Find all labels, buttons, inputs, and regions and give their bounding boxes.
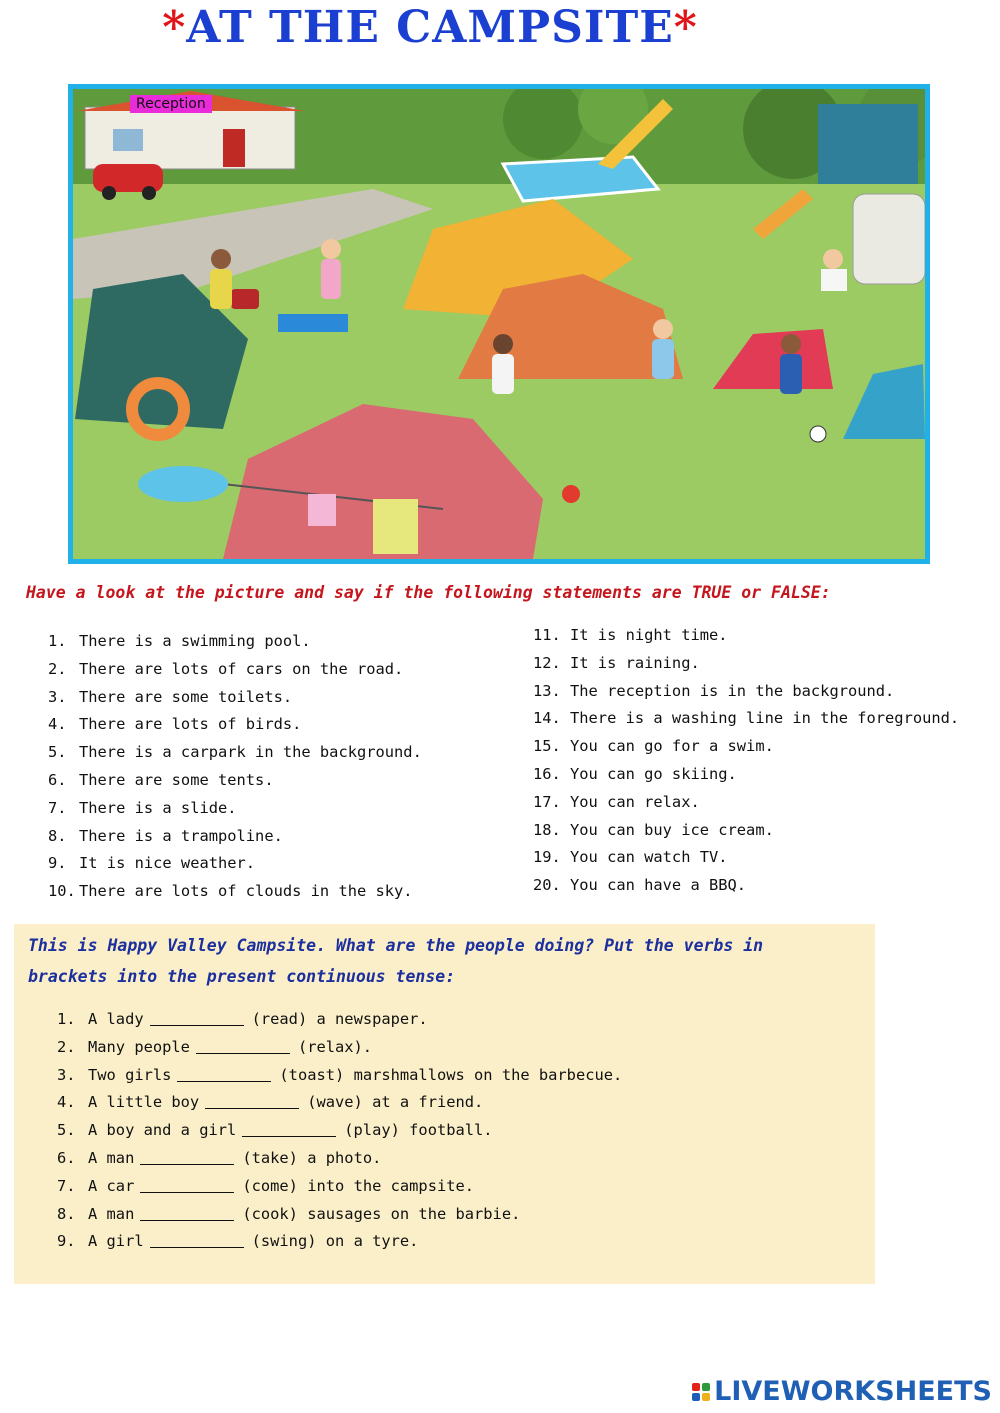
item-number: 8. xyxy=(57,1204,76,1223)
fill-item xyxy=(57,1089,622,1117)
toilet-block xyxy=(818,104,918,184)
statement-item xyxy=(533,733,959,761)
reception-door xyxy=(223,129,245,167)
statement-item xyxy=(48,684,422,712)
item-rest: a newspaper. xyxy=(316,1010,428,1028)
ball xyxy=(562,485,580,503)
item-subject: A girl xyxy=(88,1232,144,1251)
item-number: 1. xyxy=(57,1010,76,1028)
item-subject: A boy and a girl xyxy=(88,1121,237,1140)
item-verb: (cook) xyxy=(242,1204,298,1223)
campsite-illustration xyxy=(68,84,930,564)
shirt xyxy=(308,494,336,526)
car-wheel xyxy=(142,186,156,200)
item-subject: Two girls xyxy=(88,1065,172,1084)
exercise1-instruction: Have a look at the picture and say if the following statements are TRUE or FALSE: xyxy=(26,583,831,602)
statement-text: There is a trampoline. xyxy=(79,826,283,845)
answer-blank[interactable] xyxy=(140,1206,234,1221)
statement-number: 14. xyxy=(533,709,561,728)
statement-item xyxy=(533,789,959,817)
statement-number: 1. xyxy=(48,632,67,650)
statement-number: 10. xyxy=(48,882,76,901)
fill-item xyxy=(57,1117,622,1145)
item-number: 2. xyxy=(57,1037,76,1056)
item-number: 6. xyxy=(57,1148,76,1167)
item-rest: at a friend. xyxy=(372,1093,484,1112)
item-verb: (relax). xyxy=(297,1037,373,1056)
item-number: 9. xyxy=(57,1232,76,1251)
statement-number: 3. xyxy=(48,687,67,706)
statement-item xyxy=(533,844,959,872)
item-rest: into the campsite. xyxy=(307,1176,475,1195)
statement-item xyxy=(48,850,422,878)
liveworksheets-logo xyxy=(692,1376,992,1407)
reception-window xyxy=(113,129,143,151)
exercise2-instruction: This is Happy Valley Campsite. What are the people doing? Put the verbs in brackets into the present continuous tense: xyxy=(28,936,764,986)
statement-number: 7. xyxy=(48,798,67,817)
statements-list-left xyxy=(48,628,422,906)
statement-item xyxy=(48,628,422,656)
item-verb: (read) xyxy=(251,1010,308,1028)
answer-blank[interactable] xyxy=(205,1094,299,1109)
statement-text: There is a carpark in the background. xyxy=(79,743,422,762)
item-rest: a photo. xyxy=(307,1148,382,1167)
answer-blank[interactable] xyxy=(140,1178,234,1193)
person xyxy=(321,239,341,259)
person xyxy=(321,259,341,299)
title-text: AT THE CAMPSITE xyxy=(186,2,674,53)
caravan xyxy=(853,194,925,284)
statement-number: 4. xyxy=(48,715,67,734)
item-verb: (wave) xyxy=(307,1093,363,1112)
statement-text: The reception is in the background. xyxy=(570,681,895,700)
person xyxy=(780,354,802,394)
fill-item xyxy=(57,1173,622,1201)
person xyxy=(493,334,513,354)
item-subject: A man xyxy=(88,1148,135,1167)
fill-item xyxy=(57,1034,622,1062)
item-number: 4. xyxy=(57,1093,76,1112)
item-subject: Many people xyxy=(88,1037,190,1056)
statement-number: 5. xyxy=(48,743,67,762)
person xyxy=(781,334,801,354)
statement-number: 11. xyxy=(533,626,561,644)
statement-number: 16. xyxy=(533,764,561,783)
statement-item xyxy=(48,656,422,684)
fill-item xyxy=(57,1006,622,1034)
person xyxy=(652,339,674,379)
item-number: 5. xyxy=(57,1121,76,1140)
statement-item xyxy=(533,761,959,789)
person xyxy=(211,249,231,269)
statement-text: It is nice weather. xyxy=(79,854,256,873)
statement-text: You can have a BBQ. xyxy=(570,876,747,895)
car-wheel xyxy=(102,186,116,200)
statements-list-right xyxy=(533,622,959,900)
statement-number: 20. xyxy=(533,876,561,895)
item-rest: on a tyre. xyxy=(325,1232,419,1251)
item-verb: (swing) xyxy=(251,1232,317,1251)
answer-blank[interactable] xyxy=(177,1067,271,1082)
statement-number: 2. xyxy=(48,659,67,678)
person-reading-newspaper xyxy=(823,249,843,269)
statement-text: You can go for a swim. xyxy=(570,737,774,756)
statement-text: You can watch TV. xyxy=(570,848,728,867)
answer-blank[interactable] xyxy=(242,1122,336,1137)
statement-text: You can go skiing. xyxy=(570,764,737,783)
fill-item xyxy=(57,1201,622,1229)
item-rest: sausages on the barbie. xyxy=(307,1204,521,1223)
newspaper xyxy=(821,269,847,291)
statement-item xyxy=(533,622,959,650)
statement-text: There is a slide. xyxy=(79,798,237,817)
person xyxy=(210,269,232,309)
statement-number: 6. xyxy=(48,770,67,789)
statement-text: There are lots of birds. xyxy=(79,715,302,734)
statement-number: 19. xyxy=(533,848,561,867)
statement-item xyxy=(48,823,422,851)
statement-number: 18. xyxy=(533,820,561,839)
logo-icon xyxy=(692,1383,710,1401)
person xyxy=(492,354,514,394)
campsite-scene xyxy=(73,89,925,559)
fill-item xyxy=(57,1062,622,1090)
title-star-right: * xyxy=(673,2,698,53)
statement-item xyxy=(48,795,422,823)
item-number: 3. xyxy=(57,1065,76,1084)
answer-blank[interactable] xyxy=(140,1150,234,1165)
statement-item xyxy=(533,678,959,706)
answer-blank[interactable] xyxy=(196,1039,290,1054)
fill-item xyxy=(57,1145,622,1173)
statement-text: There are lots of cars on the road. xyxy=(79,659,404,678)
statement-item xyxy=(533,705,959,733)
fill-in-list xyxy=(57,1006,622,1256)
picnic-table xyxy=(278,314,348,332)
logo-text: LIVEWORKSHEETS xyxy=(714,1376,992,1407)
statement-text: You can relax. xyxy=(570,792,700,811)
item-subject: A lady xyxy=(88,1010,144,1028)
statement-item xyxy=(48,739,422,767)
item-subject: A car xyxy=(88,1176,135,1195)
statement-text: There are lots of clouds in the sky. xyxy=(79,882,413,901)
statement-text: There are some toilets. xyxy=(79,687,293,706)
worksheet-title xyxy=(110,2,750,53)
reception-sign: Reception xyxy=(130,95,212,113)
statement-text: There is a washing line in the foreground. xyxy=(570,709,960,728)
football xyxy=(810,426,826,442)
statement-text: It is night time. xyxy=(570,626,728,644)
answer-blank[interactable] xyxy=(150,1233,244,1248)
title-star-left: * xyxy=(162,2,187,53)
item-subject: A man xyxy=(88,1204,135,1223)
barbecue xyxy=(231,289,259,309)
statement-number: 17. xyxy=(533,792,561,811)
statement-item xyxy=(48,711,422,739)
item-subject: A little boy xyxy=(88,1093,200,1112)
statement-text: There is a swimming pool. xyxy=(79,632,311,650)
item-rest: marshmallows on the barbecue. xyxy=(353,1065,623,1084)
statement-number: 12. xyxy=(533,653,561,672)
statement-item xyxy=(533,650,959,678)
statement-number: 15. xyxy=(533,737,561,756)
fill-item xyxy=(57,1228,622,1256)
statement-item xyxy=(533,872,959,900)
statement-number: 9. xyxy=(48,854,67,873)
item-verb: (toast) xyxy=(279,1065,345,1084)
statement-item xyxy=(48,878,422,906)
statement-text: There are some tents. xyxy=(79,770,274,789)
answer-blank[interactable] xyxy=(150,1011,244,1026)
statement-number: 8. xyxy=(48,826,67,845)
item-number: 7. xyxy=(57,1176,76,1195)
item-verb: (take) xyxy=(242,1148,298,1167)
person xyxy=(653,319,673,339)
statement-text: You can buy ice cream. xyxy=(570,820,774,839)
towel xyxy=(373,499,418,554)
statement-text: It is raining. xyxy=(570,653,700,672)
item-verb: (come) xyxy=(242,1176,298,1195)
statement-item xyxy=(533,817,959,845)
paddling-pool xyxy=(138,466,228,502)
item-verb: (play) xyxy=(344,1121,400,1140)
statement-number: 13. xyxy=(533,681,561,700)
item-rest: football. xyxy=(409,1121,493,1140)
statement-item xyxy=(48,767,422,795)
